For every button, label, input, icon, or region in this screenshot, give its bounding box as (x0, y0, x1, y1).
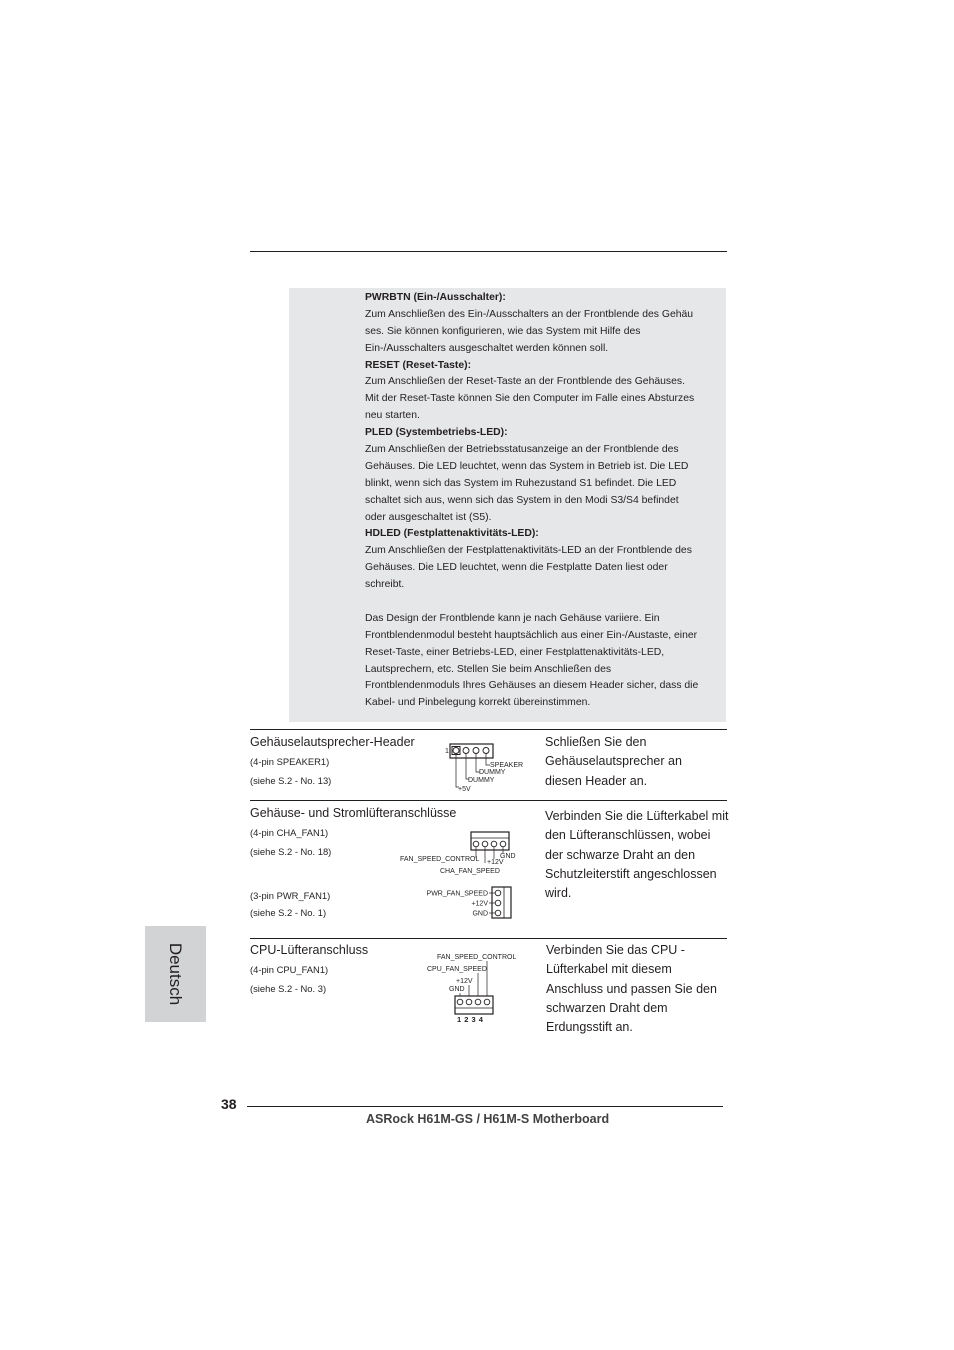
speaker-desc (545, 733, 682, 791)
speaker-pins: (4-pin SPEAKER1) (250, 756, 330, 767)
cpu-fan-pin-numbers: 1 2 3 4 (457, 1015, 483, 1024)
pwr-fan-label-gnd: GND (472, 910, 488, 918)
pwr-fan-pins: (3-pin PWR_FAN1) (250, 890, 331, 901)
description-line: oder ausgeschaltet ist (S5). (365, 511, 492, 523)
top-rule (250, 251, 727, 252)
cpufan-pins: (4-pin CPU_FAN1) (250, 964, 329, 975)
pwr-fan-label-12v: +12V (471, 900, 488, 908)
description-line: schreibt. (365, 579, 405, 591)
cha-fan-label-gnd: GND (500, 853, 516, 860)
speaker-desc-line: diesen Header an. (545, 773, 648, 788)
speaker-label-dummy: DUMMY (468, 777, 495, 784)
speaker-label-dummy: DUMMY (479, 769, 506, 776)
description-line: Frontblendenmoduls Ihres Gehäuses an diesem Header sicher, dass die (365, 680, 699, 692)
cpu-fan-header-diagram (424, 950, 524, 1024)
cpu-fan-label-control: FAN_SPEED_CONTROL (437, 954, 517, 961)
description-line: neu starten. (365, 410, 420, 422)
description-line: blinkt, wenn sich das System im Ruhezustand S1 befindet. Die LED (365, 477, 677, 489)
fans-desc-line: Schutzleiterstift angeschlossen (545, 866, 717, 881)
pwr-fan-label-speed: PWR_FAN_SPEED (426, 890, 488, 898)
section-rule-fans (250, 800, 727, 801)
footer-product-name: ASRock H61M-GS / H61M-S Motherboard (366, 1112, 610, 1126)
cha-fan-header-diagram (396, 829, 526, 877)
description-line: Gehäuses. Die LED leuchtet, wenn die Festplatte Daten liest oder (365, 562, 668, 574)
pwr-fan-ref: (siehe S.2 - No. 1) (250, 907, 327, 918)
fans-desc-line: der schwarze Draht an den (545, 847, 696, 862)
speaker-desc-line: Schließen Sie den (545, 735, 647, 749)
cpu-fan-label-speed: CPU_FAN_SPEED (427, 966, 487, 973)
footer-rule (247, 1106, 723, 1107)
speaker-desc-line: Gehäuselautsprecher an (545, 754, 682, 769)
description-line: Zum Anschließen der Reset-Taste an der Frontblende des Gehäuses. (365, 376, 685, 388)
cpufan-desc (546, 941, 717, 1037)
speaker-title: Gehäuselautsprecher-Header (250, 735, 415, 749)
cpufan-title: CPU-Lüfteranschluss (250, 943, 369, 957)
fans-desc (545, 807, 728, 903)
cha-fan-ref: (siehe S.2 - No. 18) (250, 846, 332, 857)
page-number: 38 (221, 1096, 237, 1112)
description-line: Kabel- und Pinbelegung korrekt übereinstimmen. (365, 697, 591, 709)
description-heading: PLED (Systembetriebs-LED): (365, 427, 508, 439)
speaker-ref: (siehe S.2 - No. 13) (250, 775, 332, 786)
cpufan-desc-line: schwarzen Draht dem (546, 1000, 668, 1015)
description-line: Lautsprechern, etc. Stellen Sie beim Anschließen des (365, 663, 612, 675)
description-line: ses. Sie können konfigurieren, wie das System mit Hilfe des (365, 325, 641, 337)
cpufan-desc-line: Lüfterkabel mit diesem (546, 962, 672, 977)
speaker-label-5v: +5V (458, 786, 471, 793)
language-side-tab-label: Deutsch (166, 942, 185, 1006)
description-line: Das Design der Frontblende kann je nach Gehäuse variiere. Ein (365, 612, 660, 624)
description-line: Ein-/Ausschalters ausgeschaltet werden können soll. (365, 342, 609, 354)
fans-title: Gehäuse- und Stromlüfteranschlüsse (250, 806, 457, 820)
cpufan-ref: (siehe S.2 - No. 3) (250, 983, 327, 994)
cpufan-desc-line: Erdungsstift an. (546, 1020, 633, 1035)
description-line: Mit der Reset-Taste können Sie den Computer im Falle eines Absturzes (365, 393, 695, 405)
cpu-fan-label-gnd: GND (449, 986, 465, 993)
speaker-lead (456, 754, 459, 787)
description-heading: PWRBTN (Ein-/Ausschalter): (365, 292, 506, 303)
fans-desc-line: wird. (545, 886, 572, 901)
cha-fan-label-speed: CHA_FAN_SPEED (440, 868, 500, 875)
description-line: schaltet sich aus, wenn sich das System in den Modi S3/S4 befindet (365, 494, 679, 506)
frontpanel-description (365, 290, 727, 712)
section-rule-cpufan (250, 938, 727, 939)
cpufan-desc-line: Verbinden Sie das CPU - (546, 943, 685, 957)
cha-fan-pins: (4-pin CHA_FAN1) (250, 827, 329, 838)
cha-fan-label-12v: +12V (487, 859, 504, 866)
description-line: Gehäuses. Die LED leuchtet, wenn das System in Betrieb ist. Die LED (365, 460, 689, 472)
pwr-fan-header-diagram (420, 884, 516, 924)
description-line: Frontblendenmodul besteht hauptsächlich aus einer Ein-/Austaste, einer (365, 629, 698, 641)
description-line: Zum Anschließen des Ein-/Ausschalters an der Frontblende des Gehäu (365, 308, 694, 320)
speaker-header-diagram (444, 740, 524, 796)
description-heading: RESET (Reset-Taste): (365, 359, 472, 371)
description-line: Zum Anschließen der Festplattenaktivitäts-LED an der Frontblende des (365, 545, 692, 557)
speaker-label-speaker: SPEAKER (490, 762, 524, 769)
description-line: Reset-Taste, einer Betriebs-LED, einer Festplattenaktivitäts-LED, (365, 646, 665, 658)
cpufan-desc-line: Anschluss und passen Sie den (546, 981, 717, 996)
fans-desc-line: Verbinden Sie die Lüfterkabel mit (545, 809, 729, 823)
description-heading: HDLED (Festplattenaktivitäts-LED): (365, 528, 539, 540)
fans-desc-line: den Lüfteranschlüssen, wobei (545, 828, 711, 843)
cpu-fan-label-12v: +12V (456, 978, 473, 985)
section-rule-speaker (250, 729, 727, 730)
speaker-pin1-label: 1 (445, 748, 449, 755)
description-line: Zum Anschließen der Betriebsstatusanzeige an der Frontblende des (365, 444, 679, 456)
cha-fan-label-control: FAN_SPEED_CONTROL (400, 856, 480, 863)
description-line (365, 594, 727, 611)
